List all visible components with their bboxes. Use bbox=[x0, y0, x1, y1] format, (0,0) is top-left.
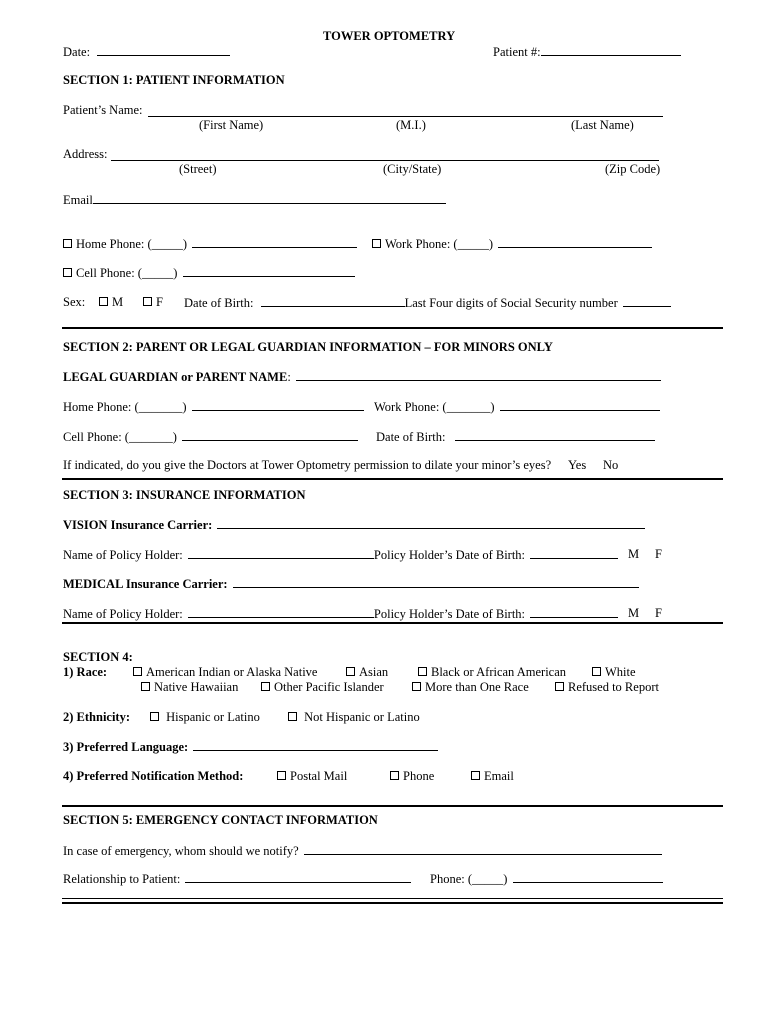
work-phone-label: Work Phone: (_____) bbox=[385, 237, 494, 251]
last-name-caption: (Last Name) bbox=[571, 118, 634, 132]
patient-number-row bbox=[493, 44, 681, 59]
patient-number-field[interactable] bbox=[541, 44, 681, 56]
sex-male-label: M bbox=[112, 295, 124, 309]
medical-policy-dob-field[interactable] bbox=[530, 606, 618, 618]
race-option-label: Other Pacific Islander bbox=[274, 680, 384, 694]
date-label: Date: bbox=[63, 45, 91, 59]
section2-heading: SECTION 2: PARENT OR LEGAL GUARDIAN INFORMATION – FOR MINORS ONLY bbox=[63, 340, 553, 354]
guardian-work-phone-label: Work Phone: (_______) bbox=[374, 400, 495, 414]
vision-policy-dob-field[interactable] bbox=[530, 547, 618, 559]
address-field[interactable] bbox=[111, 147, 659, 161]
address-label: Address: bbox=[63, 147, 108, 161]
emergency-phone-row bbox=[430, 871, 663, 886]
guardian-cell-phone-field[interactable] bbox=[182, 429, 358, 441]
race-option-label: White bbox=[605, 665, 636, 679]
race-option-refused[interactable] bbox=[555, 680, 659, 694]
vision-policy-holder-field[interactable] bbox=[188, 547, 374, 559]
race-pacific-islander-checkbox[interactable] bbox=[261, 682, 270, 691]
medical-policy-holder-field[interactable] bbox=[188, 606, 374, 618]
footer-rule-top bbox=[62, 898, 723, 899]
race-black-checkbox[interactable] bbox=[418, 667, 427, 676]
relationship-label: Relationship to Patient: bbox=[63, 872, 181, 886]
race-refused-checkbox[interactable] bbox=[555, 682, 564, 691]
date-field[interactable] bbox=[97, 44, 230, 56]
emergency-phone-label: Phone: (_____) bbox=[430, 872, 508, 886]
race-option-american-indian[interactable] bbox=[133, 665, 317, 679]
notification-option-phone[interactable] bbox=[390, 769, 434, 783]
language-label: 3) Preferred Language: bbox=[63, 740, 189, 754]
ethnicity-option-not-hispanic[interactable] bbox=[288, 710, 420, 724]
section4-heading: SECTION 4: bbox=[63, 650, 133, 664]
medical-policy-f-option[interactable]: F bbox=[655, 606, 662, 620]
sex-male-checkbox[interactable] bbox=[99, 297, 108, 306]
footer-rule-bottom bbox=[62, 902, 723, 904]
race-option-label: Black or African American bbox=[431, 665, 567, 679]
dob-label: Date of Birth: bbox=[184, 296, 254, 310]
guardian-cell-phone-row bbox=[63, 429, 358, 444]
vision-policy-f-option[interactable]: F bbox=[655, 547, 662, 561]
cell-phone-field[interactable] bbox=[183, 265, 355, 277]
work-phone-row bbox=[372, 236, 652, 251]
cell-phone-checkbox[interactable] bbox=[63, 268, 72, 277]
race-more-than-one-checkbox[interactable] bbox=[412, 682, 421, 691]
race-white-checkbox[interactable] bbox=[592, 667, 601, 676]
email-label: Email bbox=[63, 193, 93, 207]
section-divider bbox=[62, 622, 723, 624]
vision-policy-m-option[interactable]: M bbox=[628, 547, 640, 561]
zip-caption: (Zip Code) bbox=[605, 162, 661, 176]
city-state-caption: (City/State) bbox=[383, 162, 442, 176]
guardian-home-phone-label: Home Phone: (_______) bbox=[63, 400, 187, 414]
guardian-dob-label: Date of Birth: bbox=[376, 430, 446, 444]
cell-phone-label: Cell Phone: (_____) bbox=[76, 266, 178, 280]
dob-field[interactable] bbox=[261, 295, 405, 307]
guardian-colon: : bbox=[287, 370, 291, 384]
email-field[interactable] bbox=[93, 192, 446, 204]
home-phone-field[interactable] bbox=[192, 236, 357, 248]
ssn-label: Last Four digits of Social Security number bbox=[404, 296, 618, 310]
home-phone-label: Home Phone: (_____) bbox=[76, 237, 188, 251]
race-american-indian-checkbox[interactable] bbox=[133, 667, 142, 676]
notification-phone-checkbox[interactable] bbox=[390, 771, 399, 780]
guardian-label: LEGAL GUARDIAN or PARENT NAME bbox=[63, 370, 288, 384]
patient-name-field[interactable] bbox=[148, 103, 663, 117]
sex-female-label: F bbox=[156, 295, 163, 309]
ethnicity-option-label: Hispanic or Latino bbox=[166, 710, 260, 724]
race-label: 1) Race: bbox=[63, 665, 108, 679]
race-option-label: American Indian or Alaska Native bbox=[146, 665, 318, 679]
section5-heading: SECTION 5: EMERGENCY CONTACT INFORMATION bbox=[63, 813, 378, 827]
work-phone-checkbox[interactable] bbox=[372, 239, 381, 248]
race-asian-checkbox[interactable] bbox=[346, 667, 355, 676]
street-caption: (Street) bbox=[179, 162, 217, 176]
section-divider bbox=[62, 478, 723, 480]
medical-carrier-label: MEDICAL Insurance Carrier: bbox=[63, 577, 228, 591]
race-option-native-hawaiian[interactable] bbox=[141, 680, 238, 694]
vision-policy-dob-label: Policy Holder’s Date of Birth: bbox=[373, 548, 526, 562]
first-name-caption: (First Name) bbox=[199, 118, 264, 132]
guardian-work-phone-field[interactable] bbox=[500, 399, 660, 411]
ethnicity-label: 2) Ethnicity: bbox=[63, 710, 131, 724]
sex-male-option[interactable] bbox=[99, 295, 123, 309]
emergency-phone-field[interactable] bbox=[513, 871, 663, 883]
notification-label: 4) Preferred Notification Method: bbox=[63, 769, 244, 783]
vision-policy-holder-label: Name of Policy Holder: bbox=[63, 548, 183, 562]
guardian-dob-field[interactable] bbox=[455, 429, 655, 441]
guardian-dob-row bbox=[376, 429, 655, 444]
vision-carrier-field[interactable] bbox=[217, 517, 645, 529]
ethnicity-option-label: Not Hispanic or Latino bbox=[304, 710, 420, 724]
ethnicity-option-hispanic[interactable] bbox=[150, 710, 260, 724]
guardian-row bbox=[63, 369, 661, 384]
relationship-field[interactable] bbox=[185, 871, 411, 883]
dilate-question: If indicated, do you give the Doctors at Tower Optometry permission to dilate your minor’s eyes? bbox=[63, 458, 552, 472]
guardian-cell-phone-label: Cell Phone: (_______) bbox=[63, 430, 177, 444]
sex-label: Sex: bbox=[63, 295, 86, 309]
vision-carrier-row bbox=[63, 517, 645, 532]
notification-option-label: Phone bbox=[403, 769, 435, 783]
mi-caption: (M.I.) bbox=[396, 118, 426, 132]
section-divider bbox=[62, 805, 723, 807]
race-option-asian[interactable] bbox=[346, 665, 388, 679]
cell-phone-row bbox=[63, 265, 355, 280]
medical-carrier-field[interactable] bbox=[233, 576, 639, 588]
language-row bbox=[63, 739, 438, 754]
home-phone-checkbox[interactable] bbox=[63, 239, 72, 248]
medical-policy-m-option[interactable]: M bbox=[628, 606, 640, 620]
sex-female-checkbox[interactable] bbox=[143, 297, 152, 306]
work-phone-field[interactable] bbox=[498, 236, 652, 248]
race-option-pacific-islander[interactable] bbox=[261, 680, 384, 694]
guardian-name-field[interactable] bbox=[296, 369, 661, 381]
patient-number-label: Patient #: bbox=[493, 45, 541, 59]
notification-option-label: Email bbox=[484, 769, 514, 783]
medical-policy-holder-label: Name of Policy Holder: bbox=[63, 607, 183, 621]
email-row bbox=[63, 192, 446, 207]
vision-policy-holder-row bbox=[63, 547, 618, 562]
emergency-notify-label: In case of emergency, whom should we notify? bbox=[63, 844, 299, 858]
language-field[interactable] bbox=[193, 739, 438, 751]
form-title: TOWER OPTOMETRY bbox=[323, 29, 456, 43]
race-option-more-than-one[interactable] bbox=[412, 680, 529, 694]
date-row bbox=[63, 44, 230, 59]
ethnicity-not-hispanic-checkbox[interactable] bbox=[288, 712, 297, 721]
race-option-label: Refused to Report bbox=[568, 680, 659, 694]
race-option-black[interactable] bbox=[418, 665, 566, 679]
vision-carrier-label: VISION Insurance Carrier: bbox=[63, 518, 213, 532]
guardian-home-phone-field[interactable] bbox=[192, 399, 364, 411]
medical-policy-holder-row bbox=[63, 606, 618, 621]
guardian-home-phone-row bbox=[63, 399, 364, 414]
medical-policy-dob-label: Policy Holder’s Date of Birth: bbox=[373, 607, 526, 621]
race-option-white[interactable] bbox=[592, 665, 636, 679]
notification-option-postal[interactable] bbox=[277, 769, 347, 783]
guardian-work-phone-row bbox=[374, 399, 660, 414]
race-option-label: More than One Race bbox=[425, 680, 529, 694]
race-option-label: Asian bbox=[359, 665, 389, 679]
emergency-notify-row bbox=[63, 843, 662, 858]
relationship-row bbox=[63, 871, 411, 886]
dob-row bbox=[184, 295, 671, 310]
ethnicity-hispanic-checkbox[interactable] bbox=[150, 712, 159, 721]
race-native-hawaiian-checkbox[interactable] bbox=[141, 682, 150, 691]
section1-heading: SECTION 1: PATIENT INFORMATION bbox=[63, 73, 285, 87]
ssn-field[interactable] bbox=[623, 295, 671, 307]
emergency-notify-field[interactable] bbox=[304, 843, 662, 855]
section-divider bbox=[62, 327, 723, 329]
notification-email-checkbox[interactable] bbox=[471, 771, 480, 780]
sex-female-option[interactable] bbox=[143, 295, 163, 309]
race-option-label: Native Hawaiian bbox=[154, 680, 239, 694]
patient-name-label: Patient’s Name: bbox=[63, 103, 143, 117]
dilate-no-option[interactable]: No bbox=[603, 458, 619, 472]
dilate-yes-option[interactable]: Yes bbox=[568, 458, 587, 472]
notification-option-email[interactable] bbox=[471, 769, 514, 783]
section3-heading: SECTION 3: INSURANCE INFORMATION bbox=[63, 488, 306, 502]
medical-carrier-row bbox=[63, 576, 639, 591]
home-phone-row bbox=[63, 236, 357, 251]
notification-postal-checkbox[interactable] bbox=[277, 771, 286, 780]
notification-option-label: Postal Mail bbox=[290, 769, 348, 783]
